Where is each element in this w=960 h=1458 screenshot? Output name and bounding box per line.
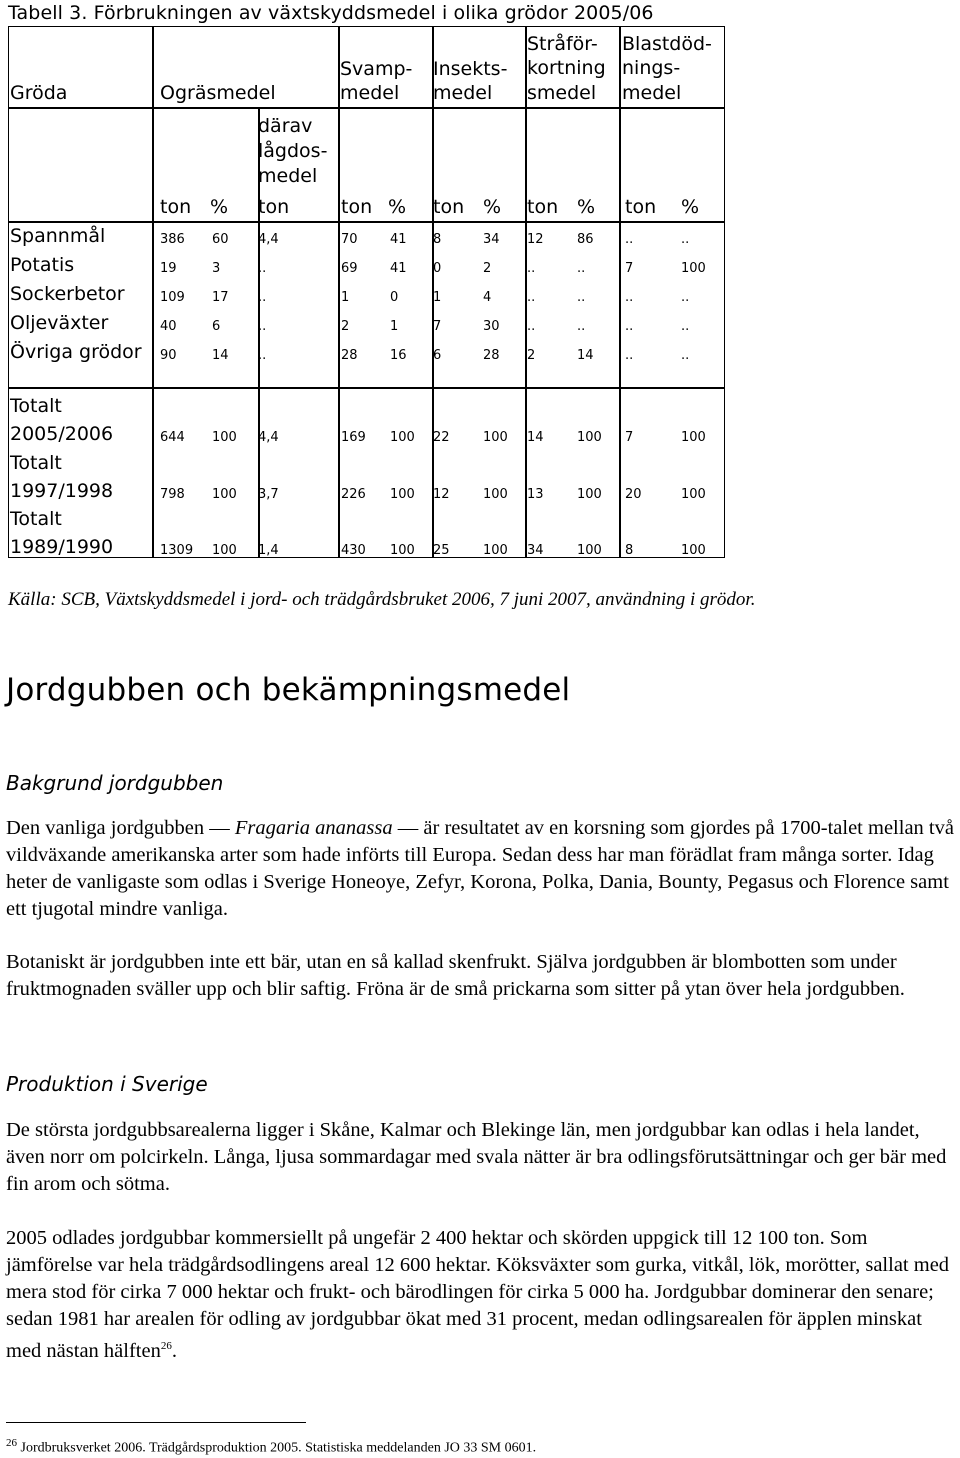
- table-cell: 100: [681, 261, 706, 276]
- paragraph-text: — är resultatet av en korsning som gjordes på 1700-talet mellan två vildväxande amerikanska arter som hade införts till Europa. Sedan dess har man förädlat fram många sorter. Idag heter de vanligaste som odlas i Sverige Honeoye, Zefyr, Korona, Polka, Dania, Bounty, Pegasus och Florence samt ett tjugotal mindre vanliga.: [6, 817, 954, 920]
- table-cell: 20: [625, 487, 642, 502]
- table-cell: 7: [625, 430, 634, 445]
- table-cell: 14: [212, 348, 229, 363]
- table-cell: 100: [483, 543, 508, 558]
- header-strafork-2: kortning: [527, 57, 606, 79]
- unit-header: ton: [625, 196, 657, 218]
- header-insekt: Insekts-: [433, 58, 508, 80]
- table-cell: ..: [258, 261, 267, 276]
- table-cell: 7: [625, 261, 634, 276]
- row-label: Övriga grödor: [10, 341, 142, 363]
- table-cell: 41: [390, 232, 407, 247]
- table-cell: ..: [625, 232, 634, 247]
- table-cell: 1: [433, 290, 442, 305]
- header-blastdod: Blastdöd-: [622, 33, 712, 55]
- unit-header: ton: [258, 196, 290, 218]
- table-cell: 40: [160, 319, 177, 334]
- totals-divider: [9, 387, 724, 389]
- unit-header: %: [483, 196, 502, 218]
- header-groda: Gröda: [10, 82, 68, 104]
- header-darav: därav: [258, 115, 313, 137]
- table-cell: 17: [212, 290, 229, 305]
- table-cell: ..: [258, 319, 267, 334]
- unit-header: %: [388, 196, 407, 218]
- unit-header: ton: [527, 196, 559, 218]
- page-heading: Jordgubben och bekämpningsmedel: [6, 672, 571, 708]
- header-divider: [9, 107, 724, 109]
- table-cell: 2: [527, 348, 536, 363]
- paragraph-end: .: [171, 1339, 177, 1362]
- table-cell: 100: [483, 487, 508, 502]
- paragraph: De största jordgubbsarealerna ligger i Skåne, Kalmar och Blekinge län, men jordgubbar kan odlas i hela landet, även norr om polcirkeln. Långa, ljusa sommardagar med svala nätter är bra odlingsförutsättningar och ger bär med fin arom och sötma.: [6, 1119, 947, 1195]
- table-cell: 13: [527, 487, 544, 502]
- table-cell: 226: [341, 487, 366, 502]
- table-cell: 100: [681, 487, 706, 502]
- row-label: Oljeväxter: [10, 312, 109, 334]
- table-cell: 6: [212, 319, 221, 334]
- table-cell: 1309: [160, 543, 194, 558]
- unit-header: ton: [341, 196, 373, 218]
- paragraph: [6, 1225, 956, 1365]
- footnote-number: 26: [6, 1437, 17, 1449]
- table-cell: 2: [483, 261, 492, 276]
- table-cell: 1,4: [258, 543, 279, 558]
- table-cell: 12: [433, 487, 450, 502]
- table-cell: 19: [160, 261, 177, 276]
- table-cell: ..: [577, 261, 586, 276]
- table-cell: ..: [681, 348, 690, 363]
- table-cell: 41: [390, 261, 407, 276]
- total-period: 1989/1990: [10, 536, 114, 558]
- table-cell: 798: [160, 487, 185, 502]
- table-cell: ..: [577, 290, 586, 305]
- table-cell: 69: [341, 261, 358, 276]
- footnote-ref[interactable]: 26: [160, 1340, 172, 1352]
- table-cell: 3: [212, 261, 221, 276]
- table-cell: 100: [577, 487, 602, 502]
- table-cell: 100: [681, 543, 706, 558]
- table-cell: ..: [681, 319, 690, 334]
- source-label: Källa:: [8, 589, 57, 610]
- source-text: SCB, Växtskyddsmedel i jord- och trädgårdsbruket 2006, 7 juni 2007, användning i grödor.: [56, 589, 756, 610]
- total-label: Totalt: [10, 508, 62, 530]
- table-cell: 34: [483, 232, 500, 247]
- footnote-rule: [6, 1422, 306, 1423]
- footnote: [6, 1437, 536, 1457]
- table-cell: 6: [433, 348, 442, 363]
- table-cell: 3,7: [258, 487, 279, 502]
- table-cell: 100: [577, 430, 602, 445]
- table-cell: 100: [390, 487, 415, 502]
- paragraph: [6, 815, 956, 923]
- table-cell: 14: [527, 430, 544, 445]
- row-label: Potatis: [10, 254, 75, 276]
- header-svamp: Svamp-: [340, 58, 413, 80]
- table-cell: 90: [160, 348, 177, 363]
- units-divider: [9, 221, 724, 223]
- table-cell: 30: [483, 319, 500, 334]
- table-cell: 7: [433, 319, 442, 334]
- header-darav-2: lågdos-: [258, 140, 328, 162]
- table-cell: 100: [577, 543, 602, 558]
- unit-header: ton: [160, 196, 192, 218]
- table-cell: ..: [681, 290, 690, 305]
- table-cell: 644: [160, 430, 185, 445]
- unit-header: %: [681, 196, 700, 218]
- table-cell: 169: [341, 430, 366, 445]
- table-cell: 8: [433, 232, 442, 247]
- unit-header: %: [577, 196, 596, 218]
- table-cell: 14: [577, 348, 594, 363]
- header-strafork: Stråför-: [527, 33, 598, 55]
- paragraph: Botaniskt är jordgubben inte ett bär, utan en så kallad skenfrukt. Själva jordgubben är blombotten som under fruktmognaden sväller upp och blir saftig. Fröna är de små prickarna som sitter på ytan över hela jordgubben.: [6, 951, 905, 1000]
- table-cell: 60: [212, 232, 229, 247]
- table-cell: 8: [625, 543, 634, 558]
- section-heading: Bakgrund jordgubben: [6, 771, 224, 795]
- table-cell: 0: [390, 290, 399, 305]
- table-cell: ..: [258, 348, 267, 363]
- table-cell: ..: [527, 290, 536, 305]
- table-cell: ..: [625, 348, 634, 363]
- table-cell: 12: [527, 232, 544, 247]
- table-cell: ..: [681, 232, 690, 247]
- table-cell: 386: [160, 232, 185, 247]
- table-cell: 100: [483, 430, 508, 445]
- col-divider: [338, 27, 340, 557]
- table-cell: 34: [527, 543, 544, 558]
- table-cell: 86: [577, 232, 594, 247]
- table-cell: 100: [390, 543, 415, 558]
- table-cell: 4,4: [258, 232, 279, 247]
- table-cell: 100: [681, 430, 706, 445]
- table-cell: 4: [483, 290, 492, 305]
- table-caption: Tabell 3. Förbrukningen av växtskyddsmedel i olika grödor 2005/06: [8, 2, 654, 24]
- unit-header: ton: [433, 196, 465, 218]
- total-label: Totalt: [10, 452, 62, 474]
- species-name: Fragaria ananassa: [234, 817, 393, 839]
- table-cell: 100: [212, 430, 237, 445]
- total-period: 2005/2006: [10, 423, 114, 445]
- header-ograsmedel: Ogräsmedel: [160, 82, 276, 104]
- table-cell: 1: [341, 290, 350, 305]
- table-cell: 28: [341, 348, 358, 363]
- table-cell: 25: [433, 543, 450, 558]
- table-cell: ..: [258, 290, 267, 305]
- table-cell: ..: [625, 290, 634, 305]
- header-blastdod-2: nings-: [622, 57, 681, 79]
- paragraph-text: Den vanliga jordgubben —: [6, 817, 235, 839]
- table-cell: 70: [341, 232, 358, 247]
- table-cell: ..: [577, 319, 586, 334]
- header-darav-3: medel: [258, 165, 318, 187]
- source-note: [8, 589, 755, 611]
- col-divider: [619, 27, 621, 557]
- paragraph-text: 2005 odlades jordgubbar kommersiellt på ungefär 2 400 hektar och skörden uppgick till 12 100 ton. Som jämförelse var hela trädgårdsodlingens areal 12 600 hektar. Köksväxter som gurka, vitkål, lök, morötter, sallat med mera stod för cirka 7 000 hektar och frukt- och bärodlingen för cirka 5 000 ha. Jordgubbar dominerar den senare; sedan 1981 har arealen för odling av jordgubbar ökat med 31 procent, medan odlingsarealen för äpplen minskat med nästan hälften: [6, 1227, 950, 1362]
- total-label: Totalt: [10, 395, 62, 417]
- col-divider: [152, 27, 154, 557]
- table-cell: 100: [212, 487, 237, 502]
- table-cell: ..: [527, 319, 536, 334]
- header-svamp-2: medel: [340, 82, 400, 104]
- table-cell: 100: [390, 430, 415, 445]
- table-cell: 2: [341, 319, 350, 334]
- header-blastdod-3: medel: [622, 82, 682, 104]
- table-cell: 28: [483, 348, 500, 363]
- unit-header: %: [210, 196, 229, 218]
- footnote-text: Jordbruksverket 2006. Trädgårdsproduktion 2005. Statistiska meddelanden JO 33 SM 0601.: [17, 1440, 537, 1456]
- table-cell: 22: [433, 430, 450, 445]
- table-cell: 100: [212, 543, 237, 558]
- header-strafork-3: smedel: [527, 82, 597, 104]
- table-cell: 0: [433, 261, 442, 276]
- total-period: 1997/1998: [10, 480, 114, 502]
- table-cell: ..: [527, 261, 536, 276]
- table-cell: 430: [341, 543, 366, 558]
- row-label: Spannmål: [10, 225, 106, 247]
- table-cell: 109: [160, 290, 185, 305]
- table-cell: ..: [625, 319, 634, 334]
- table-cell: 4,4: [258, 430, 279, 445]
- table-cell: 1: [390, 319, 399, 334]
- header-insekt-2: medel: [433, 82, 493, 104]
- section-heading: Produktion i Sverige: [6, 1072, 208, 1096]
- row-label: Sockerbetor: [10, 283, 125, 305]
- table-cell: 16: [390, 348, 407, 363]
